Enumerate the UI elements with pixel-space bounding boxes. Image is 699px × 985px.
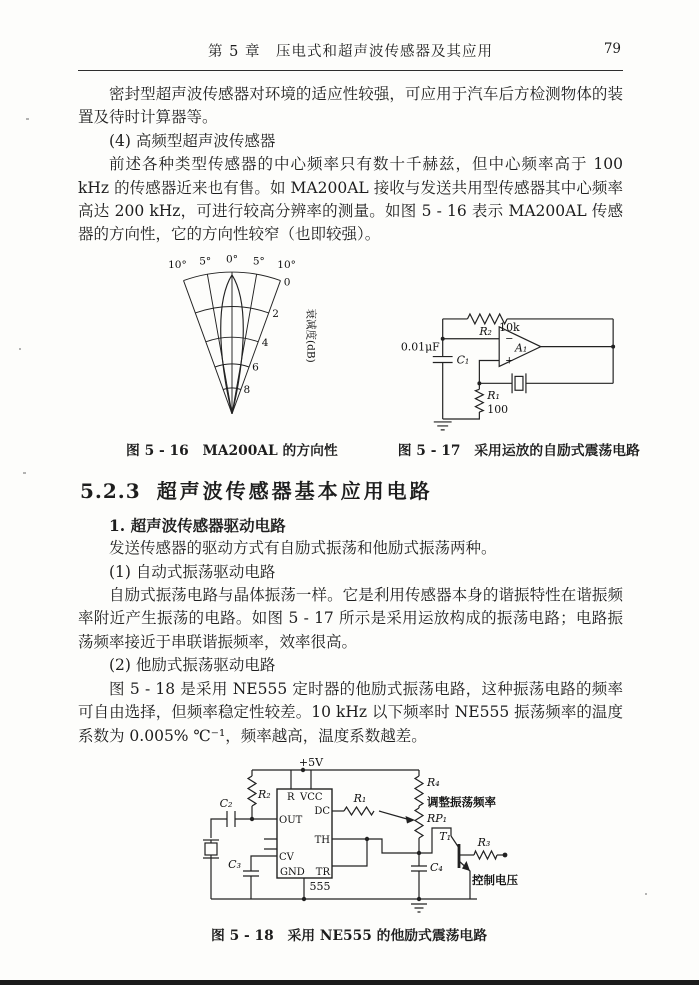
figure-row bbox=[78, 251, 640, 459]
resistor-r1 bbox=[475, 389, 483, 412]
figure-caption: 图 5 - 16 MA200AL 的方向性 bbox=[126, 442, 338, 459]
pin-out-label: OUT bbox=[279, 814, 303, 826]
paragraph: 密封型超声波传感器对环境的适应性较强，可应用于汽车后方检测物体的装置及待时计算器等。 bbox=[78, 85, 623, 127]
r1-value-label: 100 bbox=[487, 402, 508, 416]
scan-speck bbox=[645, 893, 647, 895]
angle-tick-label: 10° bbox=[277, 259, 296, 272]
section-title: 超声波传感器基本应用电路 bbox=[156, 478, 433, 503]
junction-dot bbox=[417, 851, 421, 855]
list-item-heading: (2) 他励式振荡驱动电路 bbox=[109, 656, 276, 675]
figure-5-16 bbox=[126, 251, 338, 459]
scan-speck bbox=[26, 118, 29, 120]
resistor-r4 bbox=[415, 776, 423, 806]
list-item-heading: (4) 高频型超声波传感器 bbox=[109, 131, 276, 150]
c1-value-label: 0.01μF bbox=[400, 340, 440, 354]
junction-dot bbox=[417, 897, 421, 901]
db-tick-label: 8 bbox=[243, 383, 251, 396]
angle-tick-label: 10° bbox=[167, 259, 187, 272]
page-number: 79 bbox=[603, 41, 621, 57]
capacitor-c2 bbox=[227, 811, 235, 827]
r2-label: R₂ bbox=[258, 787, 271, 801]
pin-vcc-label: VCC bbox=[300, 791, 323, 803]
opamp-minus-label: − bbox=[504, 333, 514, 345]
r1-label: R₁ bbox=[487, 389, 500, 403]
paragraph: 发送传感器的驱动方式有自励式振荡和他励式振荡两种。 bbox=[109, 539, 497, 558]
section-heading bbox=[80, 475, 623, 504]
figure-5-17 bbox=[398, 294, 640, 459]
r1-label: R₁ bbox=[353, 791, 367, 805]
ne555-oscillator-circuit bbox=[139, 756, 559, 918]
angle-tick-label: 0° bbox=[225, 253, 238, 266]
control-voltage-label: 控制电压 bbox=[472, 872, 518, 887]
page-header bbox=[78, 40, 623, 71]
circuit-wires bbox=[433, 314, 613, 430]
subsection-heading: 1. 超声波传感器驱动电路 bbox=[109, 515, 286, 535]
c1-label: C₁ bbox=[456, 353, 470, 367]
chapter-title: 第 5 章 压电式和超声波传感器及其应用 bbox=[208, 44, 493, 60]
pin-gnd-label: GND bbox=[280, 866, 305, 878]
junction-dot bbox=[440, 337, 444, 341]
opamp-name-label: A₁ bbox=[514, 341, 528, 355]
ultrasonic-transducer bbox=[205, 843, 217, 855]
db-tick-label: 6 bbox=[251, 361, 259, 374]
paragraph: 前述各种类型传感器的中心频率只有数十千赫兹，但中心频率高于 100 kHz 的传感器近来也有售。如 MA200AL 接收与发送共用型传感器其中心频率高达 200 kHz，可进行较高分辨率的测量。如图 5 - 16 表示 MA200AL 传感器的方向性，它的方向性较窄（也即较强）。 bbox=[78, 155, 623, 244]
pin-r-label: R bbox=[287, 791, 295, 803]
angle-tick-label: 5° bbox=[252, 255, 265, 268]
rp1-label: RP₁ bbox=[427, 811, 448, 825]
list-item-heading: (1) 自动式振荡驱动电路 bbox=[109, 562, 276, 581]
db-tick-label: 4 bbox=[261, 336, 269, 349]
db-tick-label: 0 bbox=[283, 276, 291, 289]
scan-edge-artifact bbox=[0, 980, 699, 985]
junction-dot bbox=[477, 381, 481, 385]
opamp-oscillator-circuit bbox=[400, 294, 628, 433]
ground-icon bbox=[411, 904, 427, 912]
opamp-plus-label: + bbox=[504, 355, 514, 367]
figure-caption: 图 5 - 17 采用运放的自励式震荡电路 bbox=[397, 442, 640, 459]
scan-speck bbox=[19, 348, 21, 350]
paragraph: 自励式振荡电路与晶体振荡一样。它是利用传感器本身的谐振特性在谐振频率附近产生振荡的电路。如图 5 - 17 所示是采用运放构成的振荡电路；电路振荡频率接近于串联谐振频率，效率很高。 bbox=[78, 586, 623, 651]
figure-caption: 图 5 - 18 采用 NE555 的他励式震荡电路 bbox=[210, 927, 488, 944]
figure-5-18 bbox=[134, 756, 564, 944]
crystal-resonator bbox=[515, 376, 523, 390]
scan-speck bbox=[23, 472, 26, 474]
r4-label: R₄ bbox=[427, 775, 440, 789]
resistor-r3 bbox=[474, 851, 497, 859]
db-tick-label: 2 bbox=[272, 307, 279, 320]
c3-label: C₃ bbox=[228, 857, 241, 871]
output-terminal-dot bbox=[503, 853, 508, 858]
junction-dot bbox=[365, 837, 369, 841]
pin-cv-label: CV bbox=[279, 851, 294, 863]
junction-dot bbox=[302, 897, 306, 901]
adjust-frequency-label: 调整振荡频率 bbox=[427, 794, 496, 809]
potentiometer-rp1 bbox=[415, 808, 423, 838]
capacitor-c3 bbox=[243, 871, 259, 876]
t1-label: T₁ bbox=[439, 829, 451, 843]
r3-label: R₃ bbox=[477, 835, 491, 849]
angle-tick-label: 5° bbox=[199, 255, 211, 268]
pin-dc-label: DC bbox=[314, 805, 330, 817]
wiper-arrow bbox=[406, 816, 416, 824]
c2-label: C₂ bbox=[219, 796, 233, 810]
junction-dot bbox=[611, 345, 615, 349]
c4-label: C₄ bbox=[430, 860, 443, 874]
capacitor-c4 bbox=[411, 866, 427, 871]
r2-label: R₂ bbox=[479, 324, 492, 338]
section-number: 5.2.3 bbox=[80, 478, 141, 503]
directivity-chart bbox=[141, 251, 323, 433]
attenuation-axis-label: 衰减度(dB) bbox=[304, 308, 317, 363]
resistor-r2 bbox=[248, 776, 256, 806]
ground-icon bbox=[434, 422, 452, 430]
paragraph: 图 5 - 18 是采用 NE555 定时器的他励式振荡电路，这种振荡电路的频率可自由选择，但频率稳定性较差。10 kHz 以下频率时 NE555 振荡频率的温度系数为 0.005% ℃⁻¹，频率越高，温度系数越差。 bbox=[78, 679, 623, 745]
pin-tr-label: TR bbox=[315, 866, 330, 878]
junction-dot bbox=[250, 817, 254, 821]
r2-value-label: 10k bbox=[498, 320, 520, 334]
pin-th-label: TH bbox=[314, 834, 330, 846]
chip-555-label: 555 bbox=[309, 879, 331, 893]
capacitor-c1 bbox=[433, 356, 453, 362]
resistor-r1 bbox=[344, 807, 374, 815]
emitter-arrow bbox=[462, 861, 470, 871]
vcc-label: +5V bbox=[298, 755, 324, 769]
